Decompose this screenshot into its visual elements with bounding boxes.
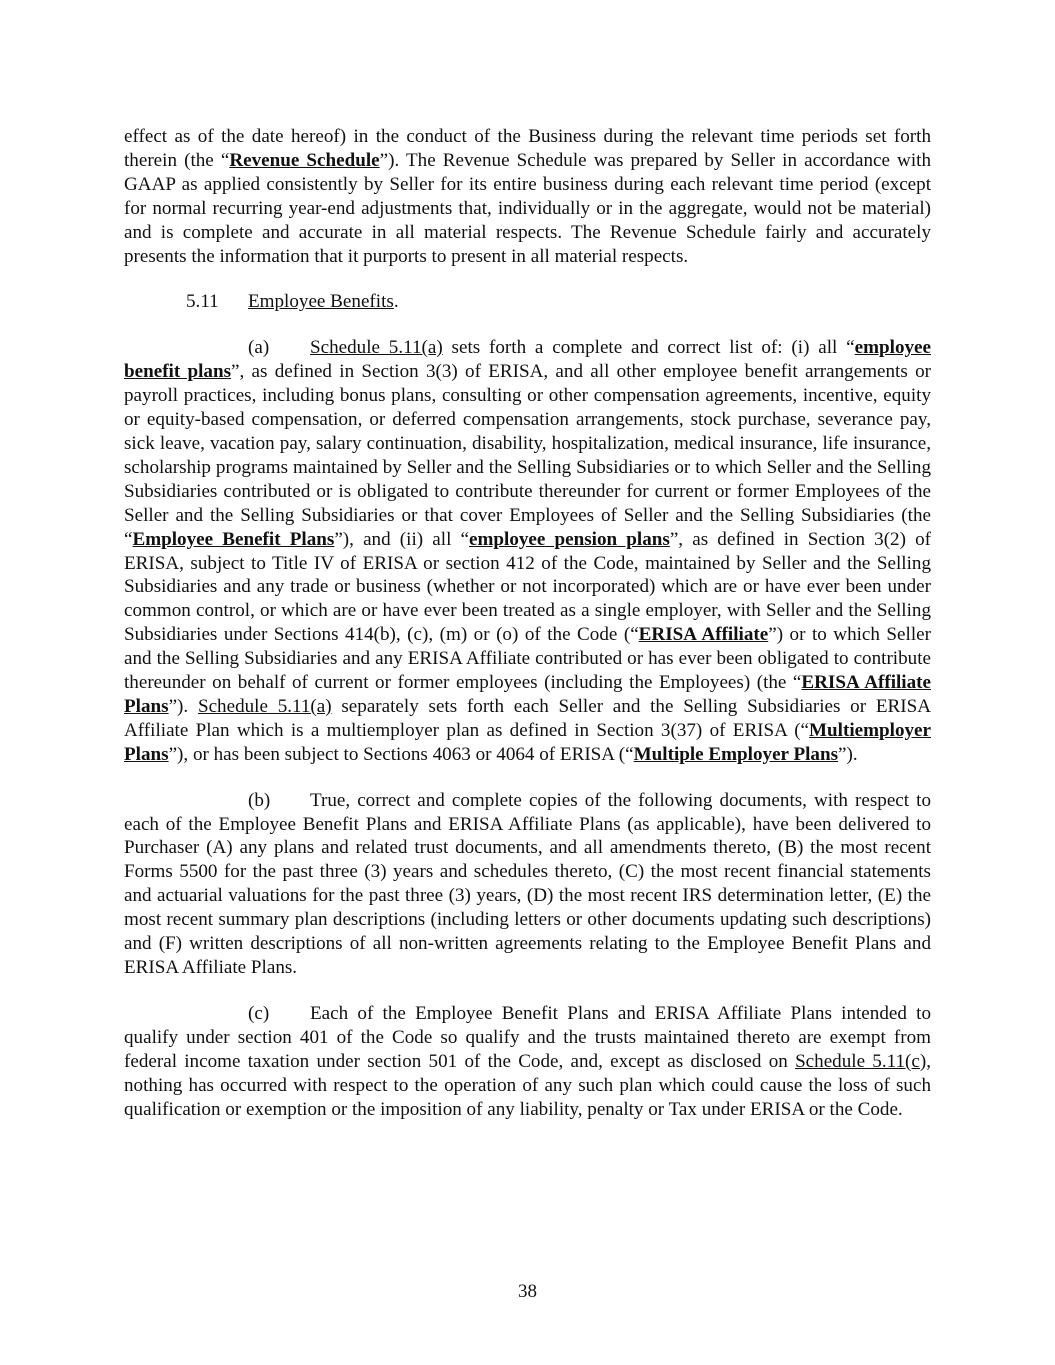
schedule-reference: Schedule 5.11(c) [795,1050,927,1072]
section-number: 5.11 [186,291,219,313]
paragraph-a-label: (a) [248,337,270,359]
schedule-reference: Schedule 5.11(a) [310,337,443,359]
defined-term-employee-benefit-plans: employee benefit plans [124,337,931,383]
paragraph-c-label: (c) [248,1002,270,1024]
defined-term-employee-pension-plans: employee pension plans [469,528,670,550]
paragraph-a: (a) Schedule 5.11(a) sets forth a complete and correct list of: (i) all “employee benefit plans”, as defined in Section 3(3) of ERISA, and all other employee benefit arrangements or payroll practices, including bonus plans, consulting or other compensation agreements, incentive, equity or equity-based compensation, or deferred compensation arrangements, stock purchase, severance pay, sick leave, vacation pay, salary continuation, disability, hospitalization, medical insurance, life insurance, scholarship programs maintained by Seller and the Selling Subsidiaries or to which Seller and the Selling Subsidiaries contributed or is obligated to contribute thereunder for current or former Employees of the Seller and the Selling Subsidiaries or that cover Employees of Seller and the Selling Subsidiaries (the “Employee Benefit Plans”), and (ii) all “employee pension plans”, as defined in Section 3(2) of ERISA, subject to Title IV of ERISA or section 412 of the Code, maintained by Seller and the Selling Subsidiaries and any trade or business (whether or not incorporated) which are or have ever been under common control, or which are or have ever been treated as a single employer, with Seller and the Selling Subsidiaries under Sections 414(b), (c), (m) or (o) of the Code (“ERISA Affiliate”) or to which Seller and the Selling Subsidiaries and any ERISA Affiliate contributed or has ever been obligated to contribute thereunder on behalf of current or former employees (including the Employees) (the “ERISA Affiliate Plans”). Schedule 5.11(a) separately sets forth each Seller and the Selling Subsidiaries or ERISA Affiliate Plan which is a multiemployer plan as defined in Section 3(37) of ERISA (“Multiemployer Plans”), or has been subject to Sections 4063 or 4064 of ERISA (“Multiple Employer Plans”). [124,337,932,765]
paragraph-b: (b) True, correct and complete copies of the following documents, with respect to each of the Employee Benefit Plans and ERISA Affiliate Plans (as applicable), have been delivered to Purchaser (A) any plans and related trust documents, and all amendments thereto, (B) the most recent Forms 5500 for the past three (3) years and schedules thereto, (C) the most recent financial statements and actuarial valuations for the past three (3) years, (D) the most recent IRS determination letter, (E) the most recent summary plan descriptions (including letters or other documents updating such descriptions) and (F) written descriptions of all non-written agreements relating to the Employee Benefit Plans and ERISA Affiliate Plans. [124,789,931,978]
paragraph-c: (c) Each of the Employee Benefit Plans and ERISA Affiliate Plans intended to qualify under section 401 of the Code so qualify and the trusts maintained thereto are exempt from federal income taxation under section 501 of the Code, and, except as disclosed on Schedule 5.11(c), nothing has occurred with respect to the operation of any such plan which could cause the loss of such qualification or exemption or the imposition of any liability, penalty or Tax under ERISA or the Code. [124,1002,931,1120]
defined-term-revenue-schedule: Revenue Schedule [229,149,380,171]
defined-term-multiemployer-plans: Multiemployer Plans [124,719,931,765]
paragraph-b-label: (b) [248,789,271,811]
intro-paragraph: effect as of the date hereof) in the conduct of the Business during the relevant time periods set forth therein (the “Revenue Schedule”). The Revenue Schedule was prepared by Seller in accordance with GAAP as applied consistently by Seller for its entire business during each relevant time period (except for normal recurring year-end adjustments that, individually or in the aggregate, would not be material) and is complete and accurate in all material respects. The Revenue Schedule fairly and accurately presents the information that it purports to present in all material respects. [124,126,931,267]
page-number: 38 [518,1281,537,1302]
section-title: Employee Benefits [248,291,394,313]
section-heading: 5.11 Employee Benefits. [186,291,399,313]
defined-term-erisa-affiliate-plans: ERISA Affiliate Plans [124,672,931,717]
defined-term-employee-benefit-plans-caps: Employee Benefit Plans [132,528,335,550]
document-body [124,125,931,1121]
defined-term-erisa-affiliate: ERISA Affiliate [638,624,769,646]
defined-term-multiple-employer-plans: Multiple Employer Plans [633,743,839,765]
schedule-reference: Schedule 5.11(a) [197,695,332,717]
